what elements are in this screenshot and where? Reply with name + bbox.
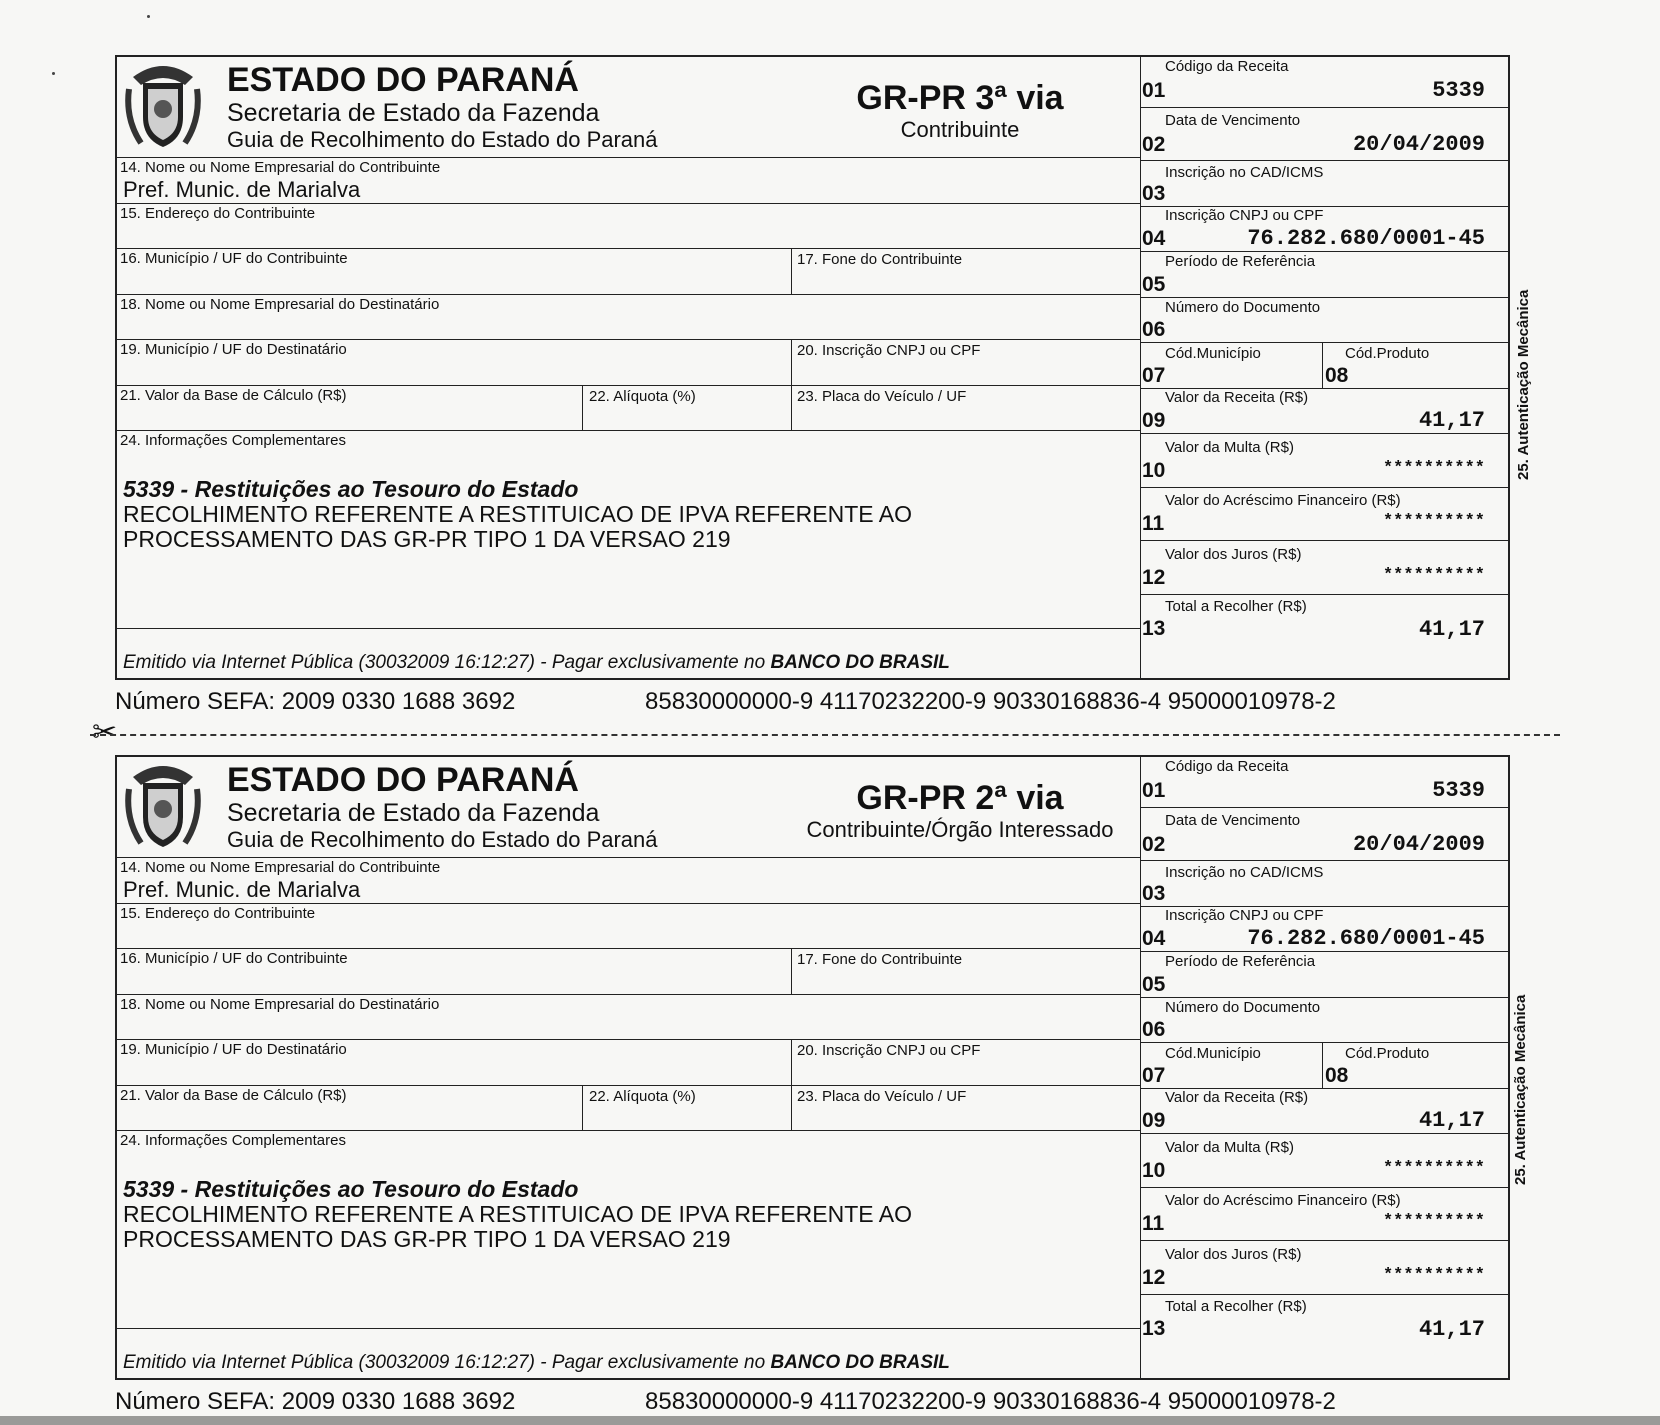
num-12: 12 — [1142, 1266, 1166, 1289]
label-codigo-receita: Código da Receita — [1165, 58, 1289, 75]
label-total-recolher: Total a Recolher (R$) — [1165, 1298, 1307, 1315]
label-data-vencimento: Data de Vencimento — [1165, 812, 1301, 829]
header-title: ESTADO DO PARANÁ — [227, 61, 579, 99]
value-cnpj: 76.282.680/0001-45 — [1247, 926, 1485, 951]
num-08: 08 — [1325, 1064, 1349, 1087]
label-base-calculo: 21. Valor da Base de Cálculo (R$) — [120, 387, 347, 404]
header-secretaria: Secretaria de Estado da Fazenda — [227, 799, 600, 827]
header-guia: Guia de Recolhimento do Estado do Paraná — [227, 127, 658, 152]
label-endereco-contribuinte: 15. Endereço do Contribuinte — [120, 205, 316, 222]
label-cnpj-destinatario: 20. Inscrição CNPJ ou CPF — [797, 342, 981, 359]
label-municipio-contribuinte: 16. Município / UF do Contribuinte — [120, 950, 348, 967]
via-subtitle: Contribuinte — [900, 117, 1020, 142]
label-municipio-contribuinte: 16. Município / UF do Contribuinte — [120, 250, 348, 267]
label-fone-contribuinte: 17. Fone do Contribuinte — [797, 951, 963, 968]
value-data-vencimento: 20/04/2009 — [1352, 832, 1485, 857]
num-04: 04 — [1142, 927, 1166, 950]
label-placa-veiculo: 23. Placa do Veículo / UF — [797, 388, 967, 405]
autenticacao-mecanica-label-2: 25. Autenticação Mecânica — [1512, 994, 1529, 1185]
value-data-vencimento: 20/04/2009 — [1352, 132, 1485, 157]
label-valor-multa: Valor da Multa (R$) — [1165, 1139, 1294, 1156]
value-nome-contribuinte: Pref. Munic. de Marialva — [123, 177, 361, 202]
label-info-complementares: 24. Informações Complementares — [120, 432, 346, 449]
via-subtitle: Contribuinte/Órgão Interessado — [806, 817, 1114, 842]
value-total-recolher: 41,17 — [1418, 617, 1485, 642]
linha-digitavel: 85830000000-9 41170232200-9 90330168836-4 95000010978-2 — [645, 688, 1336, 715]
info-text: RECOLHIMENTO REFERENTE A RESTITUICAO DE IPVA REFERENTE AO PROCESSAMENTO DAS GR-PR TIPO 1 DA VERSAO 219 — [123, 501, 912, 552]
label-data-vencimento: Data de Vencimento — [1165, 112, 1301, 129]
label-valor-acrescimo: Valor do Acréscimo Financeiro (R$) — [1165, 1192, 1401, 1209]
label-numero-documento: Número do Documento — [1165, 299, 1321, 316]
label-cod-produto: Cód.Produto — [1345, 1045, 1430, 1062]
value-total-recolher: 41,17 — [1418, 1317, 1485, 1342]
label-cod-municipio: Cód.Município — [1165, 345, 1261, 362]
num-05: 05 — [1142, 973, 1166, 996]
guia-3a-via — [115, 55, 1510, 715]
label-aliquota: 22. Alíquota (%) — [589, 388, 696, 405]
num-03: 03 — [1142, 182, 1166, 205]
num-01: 01 — [1142, 779, 1166, 802]
num-09: 09 — [1142, 409, 1166, 432]
value-valor-acrescimo: ********** — [1382, 1212, 1485, 1231]
label-cad-icms: Inscrição no CAD/ICMS — [1165, 864, 1324, 881]
num-02: 02 — [1142, 833, 1166, 856]
num-11: 11 — [1142, 1212, 1165, 1235]
num-04: 04 — [1142, 227, 1166, 250]
numero-sefa: Número SEFA: 2009 0330 1688 3692 — [115, 1388, 516, 1415]
parana-coat-of-arms-icon — [123, 759, 203, 851]
num-09: 09 — [1142, 1109, 1166, 1132]
header-secretaria: Secretaria de Estado da Fazenda — [227, 99, 600, 127]
banco-name: BANCO DO BRASIL — [770, 1352, 950, 1373]
num-06: 06 — [1142, 318, 1166, 341]
label-cnpj-cpf: Inscrição CNPJ ou CPF — [1165, 207, 1324, 224]
num-10: 10 — [1142, 459, 1166, 482]
banco-name: BANCO DO BRASIL — [770, 652, 950, 673]
value-valor-receita: 41,17 — [1418, 408, 1485, 433]
scissors-icon: ✂ — [92, 716, 118, 749]
header-guia: Guia de Recolhimento do Estado do Paraná — [227, 827, 658, 852]
value-cnpj: 76.282.680/0001-45 — [1247, 226, 1485, 251]
label-placa-veiculo: 23. Placa do Veículo / UF — [797, 1088, 967, 1105]
value-valor-acrescimo: ********** — [1382, 512, 1485, 531]
numero-sefa: Número SEFA: 2009 0330 1688 3692 — [115, 688, 516, 715]
label-valor-multa: Valor da Multa (R$) — [1165, 439, 1294, 456]
info-text: RECOLHIMENTO REFERENTE A RESTITUICAO DE IPVA REFERENTE AO PROCESSAMENTO DAS GR-PR TIPO 1 DA VERSAO 219 — [123, 1201, 912, 1252]
num-11: 11 — [1142, 512, 1165, 535]
label-municipio-destinatario: 19. Município / UF do Destinatário — [120, 1041, 347, 1058]
label-valor-acrescimo: Valor do Acréscimo Financeiro (R$) — [1165, 492, 1401, 509]
num-07: 07 — [1142, 364, 1166, 387]
num-02: 02 — [1142, 133, 1166, 156]
label-nome-contribuinte: 14. Nome ou Nome Empresarial do Contribuinte — [120, 159, 441, 176]
label-nome-contribuinte: 14. Nome ou Nome Empresarial do Contribuinte — [120, 859, 441, 876]
value-codigo-receita: 5339 — [1432, 78, 1485, 103]
value-valor-multa: ********** — [1382, 459, 1485, 478]
emitido-line: Emitido via Internet Pública (30032009 16:12:27) - Pagar exclusivamente no BANCO DO BRASIL — [123, 1352, 950, 1373]
label-total-recolher: Total a Recolher (R$) — [1165, 598, 1307, 615]
num-10: 10 — [1142, 1159, 1166, 1182]
num-13: 13 — [1142, 1317, 1166, 1340]
num-06: 06 — [1142, 1018, 1166, 1041]
label-valor-juros: Valor dos Juros (R$) — [1165, 1246, 1302, 1263]
label-cod-municipio: Cód.Município — [1165, 1045, 1261, 1062]
label-valor-receita: Valor da Receita (R$) — [1165, 389, 1309, 406]
label-nome-destinatario: 18. Nome ou Nome Empresarial do Destinatário — [120, 996, 440, 1013]
label-cnpj-destinatario: 20. Inscrição CNPJ ou CPF — [797, 1042, 981, 1059]
label-nome-destinatario: 18. Nome ou Nome Empresarial do Destinatário — [120, 296, 440, 313]
page-bottom-edge — [0, 1416, 1660, 1425]
num-08: 08 — [1325, 364, 1349, 387]
value-nome-contribuinte: Pref. Munic. de Marialva — [123, 877, 361, 902]
label-cad-icms: Inscrição no CAD/ICMS — [1165, 164, 1324, 181]
value-valor-juros: ********** — [1382, 566, 1485, 585]
value-valor-juros: ********** — [1382, 1266, 1485, 1285]
label-numero-documento: Número do Documento — [1165, 999, 1321, 1016]
header-title: ESTADO DO PARANÁ — [227, 761, 579, 799]
guia-2a-via — [115, 755, 1510, 1415]
info-title: 5339 - Restituições ao Tesouro do Estado — [123, 476, 579, 502]
label-endereco-contribuinte: 15. Endereço do Contribuinte — [120, 905, 316, 922]
label-valor-juros: Valor dos Juros (R$) — [1165, 546, 1302, 563]
num-03: 03 — [1142, 882, 1166, 905]
num-13: 13 — [1142, 617, 1166, 640]
label-cnpj-cpf: Inscrição CNPJ ou CPF — [1165, 907, 1324, 924]
label-municipio-destinatario: 19. Município / UF do Destinatário — [120, 341, 347, 358]
label-aliquota: 22. Alíquota (%) — [589, 1088, 696, 1105]
num-05: 05 — [1142, 273, 1166, 296]
parana-coat-of-arms-icon — [123, 59, 203, 151]
label-fone-contribuinte: 17. Fone do Contribuinte — [797, 251, 963, 268]
emitido-line: Emitido via Internet Pública (30032009 16:12:27) - Pagar exclusivamente no BANCO DO BRASIL — [123, 652, 950, 673]
linha-digitavel: 85830000000-9 41170232200-9 90330168836-4 95000010978-2 — [645, 1388, 1336, 1415]
via-title: GR-PR 3ª via — [856, 79, 1064, 117]
label-valor-receita: Valor da Receita (R$) — [1165, 1089, 1309, 1106]
info-title: 5339 - Restituições ao Tesouro do Estado — [123, 1176, 579, 1202]
via-title: GR-PR 2ª via — [856, 779, 1064, 817]
value-valor-multa: ********** — [1382, 1159, 1485, 1178]
num-07: 07 — [1142, 1064, 1166, 1087]
label-info-complementares: 24. Informações Complementares — [120, 1132, 346, 1149]
cut-line — [90, 734, 1560, 736]
label-cod-produto: Cód.Produto — [1345, 345, 1430, 362]
value-valor-receita: 41,17 — [1418, 1108, 1485, 1133]
label-base-calculo: 21. Valor da Base de Cálculo (R$) — [120, 1087, 347, 1104]
autenticacao-mecanica-label-1: 25. Autenticação Mecânica — [1515, 289, 1532, 480]
value-codigo-receita: 5339 — [1432, 778, 1485, 803]
num-12: 12 — [1142, 566, 1166, 589]
label-periodo-referencia: Período de Referência — [1165, 953, 1316, 970]
label-codigo-receita: Código da Receita — [1165, 758, 1289, 775]
num-01: 01 — [1142, 79, 1166, 102]
label-periodo-referencia: Período de Referência — [1165, 253, 1316, 270]
